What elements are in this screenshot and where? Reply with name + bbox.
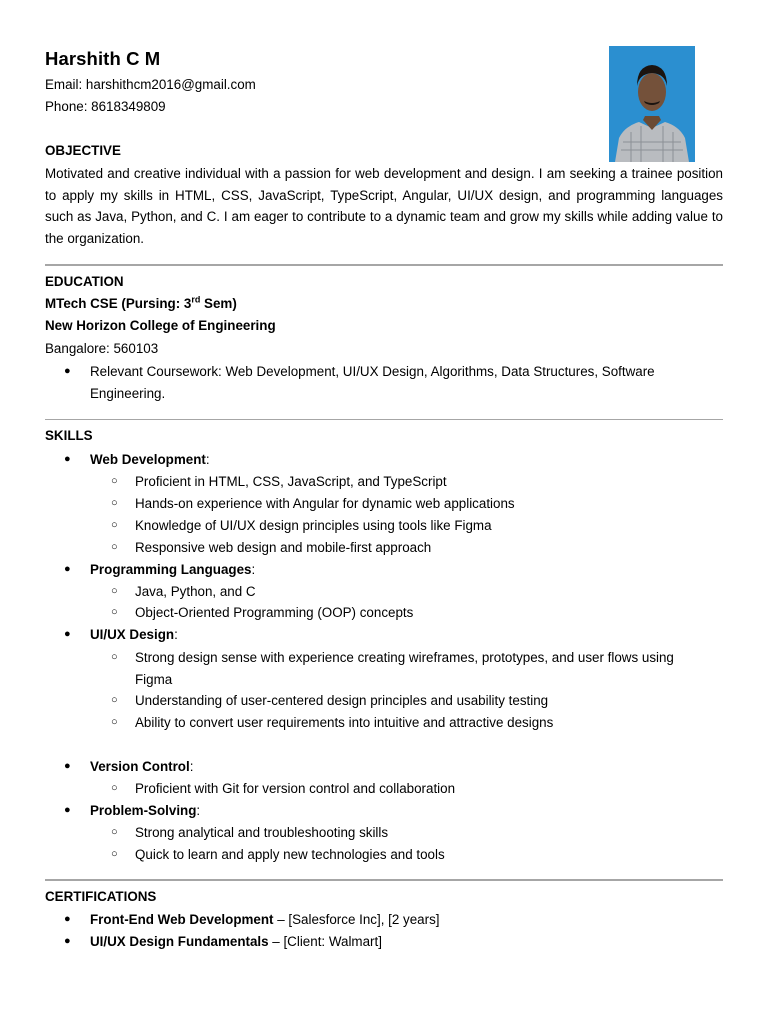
colon: : — [251, 562, 256, 577]
degree-suffix: Sem) — [200, 296, 237, 311]
divider — [45, 879, 723, 881]
degree-line — [45, 295, 237, 313]
bullet-icon: ● — [64, 935, 71, 947]
sub-bullet-icon: ○ — [111, 716, 118, 728]
degree-text: MTech CSE (Pursing: 3 — [45, 296, 192, 311]
coursework-item — [45, 361, 723, 405]
skill-item-text: Java, Python, and C — [135, 584, 256, 599]
colon: : — [189, 759, 194, 774]
bullet-icon: ● — [64, 913, 71, 925]
resume-page — [45, 0, 723, 1024]
certification-detail: – [Salesforce Inc], [2 years] — [273, 912, 440, 927]
skill-item-line-1: Strong design sense with experience creating wireframes, prototypes, and user flows using — [135, 650, 674, 665]
bullet-icon: ● — [64, 760, 71, 772]
profile-photo — [609, 46, 695, 162]
coursework-line-1: Relevant Coursework: Web Development, UI/UX Design, Algorithms, Data Structures, Software — [90, 364, 655, 379]
sub-bullet-icon: ○ — [111, 606, 118, 618]
bullet-icon: ● — [64, 628, 71, 640]
skill-item-text — [135, 647, 723, 690]
skill-item-text: Proficient with Git for version control and collaboration — [135, 781, 456, 796]
skill-item-text: Hands-on experience with Angular for dynamic web applications — [135, 496, 515, 511]
sub-bullet-icon: ○ — [111, 585, 118, 597]
education-heading: EDUCATION — [45, 274, 124, 289]
sub-bullet-icon: ○ — [111, 541, 118, 553]
objective-heading: OBJECTIVE — [45, 143, 121, 158]
colon: : — [205, 452, 210, 467]
college-name: New Horizon College of Engineering — [45, 318, 276, 333]
bullet-icon: ● — [64, 453, 71, 465]
candidate-name: Harshith C M — [45, 48, 161, 69]
skill-category-label: UI/UX Design — [90, 627, 175, 642]
skill-category-label: Version Control — [90, 759, 190, 774]
colon: : — [174, 627, 178, 642]
colon: : — [196, 803, 201, 818]
skill-category-label: Web Development — [90, 452, 206, 467]
coursework-line-2: Engineering. — [90, 385, 166, 401]
skill-item-text: Responsive web design and mobile-first approach — [135, 540, 432, 555]
college-location: Bangalore: 560103 — [45, 341, 159, 356]
sub-bullet-icon: ○ — [111, 519, 118, 531]
skill-category-label: Programming Languages — [90, 562, 252, 577]
skill-item-text: Object-Oriented Programming (OOP) concepts — [135, 605, 414, 620]
bullet-icon: ● — [64, 563, 71, 575]
email-line: Email: harshithcm2016@gmail.com — [45, 77, 256, 92]
skill-item-text: Knowledge of UI/UX design principles using tools like Figma — [135, 518, 492, 533]
sub-bullet-icon: ○ — [111, 782, 118, 794]
phone-line: Phone: 8618349809 — [45, 99, 166, 114]
sub-bullet-icon: ○ — [111, 694, 118, 706]
bullet-icon: ● — [64, 365, 71, 377]
skill-category-label: Problem-Solving — [90, 803, 197, 818]
sub-bullet-icon: ○ — [111, 475, 118, 487]
coursework-text — [90, 361, 710, 404]
certification-name: Front-End Web Development — [90, 912, 274, 927]
sub-bullet-icon: ○ — [111, 497, 118, 509]
skill-item — [45, 647, 723, 691]
divider — [45, 419, 723, 420]
sub-bullet-icon: ○ — [111, 651, 118, 663]
skill-item-text: Strong analytical and troubleshooting skills — [135, 825, 389, 840]
certifications-heading: CERTIFICATIONS — [45, 889, 157, 904]
certification-detail: – [Client: Walmart] — [268, 934, 382, 949]
objective-text: Motivated and creative individual with a passion for web development and design. I am seeking a trainee position to apply my skills in HTML, CSS, JavaScript, TypeScript, Angular, UI/UX design, and programming languages such as Java, Python, and C. I am eager to contribute to a dynamic team and grow my skills while adding value to the organization. — [45, 166, 723, 247]
skill-item-line-2: Figma — [135, 671, 173, 687]
divider — [45, 264, 723, 266]
certification-name: UI/UX Design Fundamentals — [90, 934, 269, 949]
degree-superscript: rd — [191, 294, 201, 305]
skill-item-text: Ability to convert user requirements into intuitive and attractive designs — [135, 715, 554, 730]
profile-photo-image — [609, 46, 695, 162]
bullet-icon: ● — [64, 804, 71, 816]
skill-item-text: Quick to learn and apply new technologies and tools — [135, 847, 445, 862]
skills-heading: SKILLS — [45, 428, 93, 443]
skill-item-text: Proficient in HTML, CSS, JavaScript, and TypeScript — [135, 474, 447, 489]
sub-bullet-icon: ○ — [111, 848, 118, 860]
sub-bullet-icon: ○ — [111, 826, 118, 838]
skill-item-text: Understanding of user-centered design principles and usability testing — [135, 693, 549, 708]
